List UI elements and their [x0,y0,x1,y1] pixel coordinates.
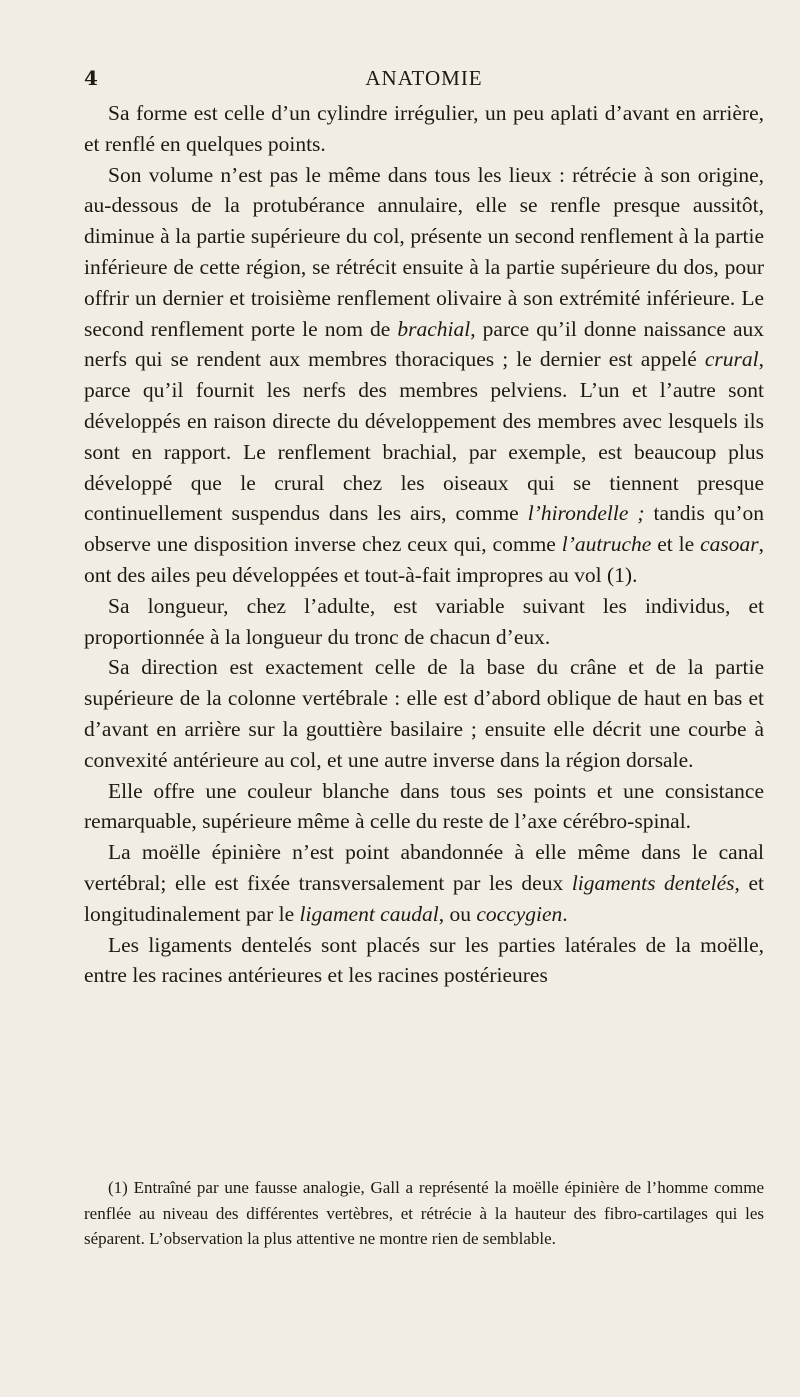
italic-term: ligament caudal [299,901,439,926]
body-text [84,98,764,991]
paragraph [84,652,764,775]
text-run: (1) Entraîné par une fausse analogie, Gall a représenté la moëlle épinière de l’homme comme renflée au niveau des différentes vertèbres, et rétrécie à la hauteur des fibro-cartilages qui les séparent. L’observation la plus attentive ne montre rien de semblable. [84,1178,764,1248]
text-run: , ou [438,901,477,926]
italic-term: brachial [397,316,471,341]
italic-term: l’autruche [561,532,652,557]
italic-term: coccygien [476,901,563,926]
page-header [84,66,764,96]
italic-term: crural [704,347,759,372]
text-run: tandis qu’on observe une disposition inverse chez ceux qui, comme [84,501,764,557]
paragraph [84,98,764,160]
text-run: Son volume n’est pas le même dans tous les lieux : rétrécie à son origine, au-dessous de la protubérance annulaire, elle se renfle presque aussitôt, diminue à la partie supérieure du col, présente un second renflement à la partie inférieure de cette région, se rétrécit ensuite à la partie supérieure du dos, pour offrir un dernier et troisième renflement olivaire à son extrémité inférieure. Le second renflement porte le nom de [84,162,764,341]
text-run: et le [651,532,701,557]
running-title: ANATOMIE [365,66,483,90]
text-run: , ont des ailes peu développées et tout-à-fait impropres au vol (1). [84,532,764,587]
text-run: Sa forme est celle d’un cylindre irrégulier, un peu aplati d’avant en arrière, et renflé en quelques points. [84,101,764,156]
text-run: , parce qu’il donne naissance aux nerfs qui se rendent aux membres thoraciques ; le dernier est appelé [84,316,765,372]
paragraph [84,930,764,992]
text-run: , et longitudinalement par le [84,870,764,926]
text-run: Sa direction est exactement celle de la base du crâne et de la partie supérieure de la colonne vertébrale : elle est d’abord oblique de haut en bas et d’avant en arrière sur la gouttière basilaire ; ensuite elle décrit une courbe à convexité antérieure au col, et une autre inverse dans la région dorsale. [84,655,764,772]
paragraph [84,591,764,653]
text-run: Sa longueur, chez l’adulte, est variable suivant les individus, et proportionnée à la longueur du tronc de chacun d’eux. [84,593,764,649]
paragraph [84,837,764,929]
paragraph [84,160,764,591]
italic-term: l’hirondelle ; [527,501,645,526]
text-run: . [562,901,568,926]
footnote-text [84,1175,764,1252]
italic-term: casoar [700,532,759,557]
text-run: Les ligaments dentelés sont placés sur les parties latérales de la moëlle, entre les racines antérieures et les racines postérieures [84,932,764,988]
text-run: Elle offre une couleur blanche dans tous ses points et une consistance remarquable, supérieure même à celle du reste de l’axe cérébro-spinal. [84,778,764,834]
footnote [84,1175,764,1252]
text-run: La moëlle épinière n’est point abandonnée à elle même dans le canal vertébral; elle est fixée transversalement par les deux [84,840,764,895]
page-number: 4 [84,66,98,90]
paragraph [84,776,764,838]
italic-term: ligaments dentelés [571,870,735,895]
text-run: , parce qu’il fournit les nerfs des membres pelviens. L’un et l’autre sont développés en raison directe du développement des membres avec lesquels ils sont en rapport. Le renflement brachial, par exemple, est beaucoup plus développé que le crural chez les oiseaux qui se tiennent presque continuellement suspendus dans les airs, comme [84,347,764,526]
